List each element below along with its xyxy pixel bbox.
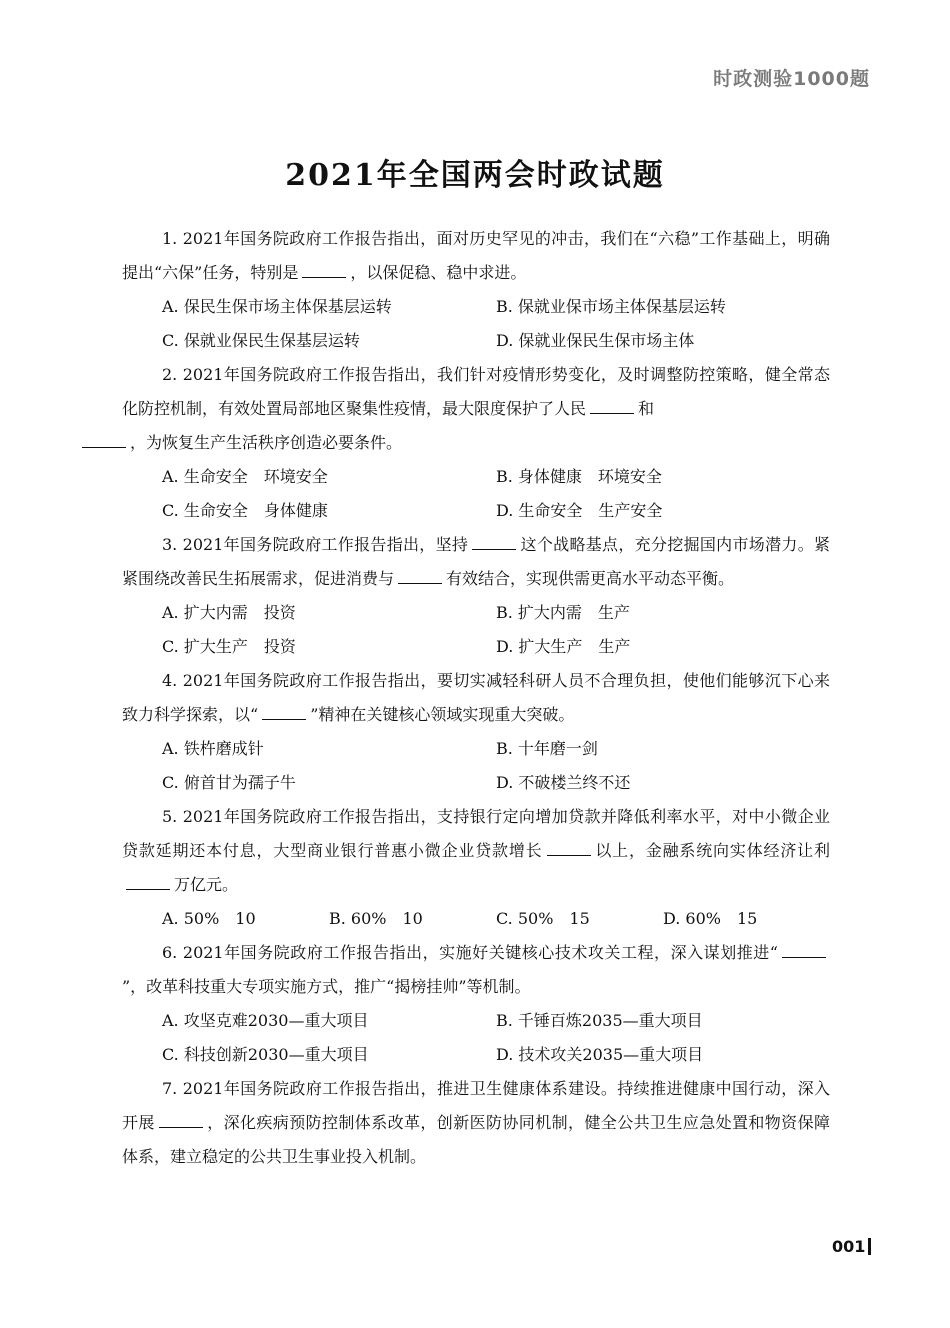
page-title: 2021年全国两会时政试题 (285, 158, 665, 193)
option-a: A. 攻坚克难2030—重大项目 (162, 1011, 369, 1030)
question-stem: 5. 2021年国务院政府工作报告指出，支持银行定向增加贷款并降低利率水平，对中小微企业贷款延期还本付息，大型商业银行普惠小微企业贷款增长 以上，金融系统向实体经济让利万亿元。 (122, 807, 830, 894)
option-a: A. 扩大内需 投资 (162, 603, 296, 622)
question-list (122, 222, 830, 1174)
page-number-bar (868, 1238, 871, 1255)
answer-blank (590, 396, 634, 414)
question-7 (122, 1072, 830, 1174)
question-stem: 6. 2021年国务院政府工作报告指出，实施好关键核心技术攻关工程，深入谋划推进“”，改革科技重大专项实施方式，推广“揭榜挂帅”等机制。 (122, 936, 830, 1004)
question-5 (122, 800, 830, 936)
answer-blank (262, 702, 306, 720)
option-c: C. 50% 15 (496, 909, 590, 928)
option-b: B. 60% 10 (329, 909, 423, 928)
option-c: C. 保就业保民生保基层运转 (162, 331, 360, 350)
answer-blank (547, 838, 591, 856)
header-tag: 时政测验1000题 (713, 68, 870, 90)
question-4 (122, 664, 830, 800)
option-b: B. 保就业保市场主体保基层运转 (496, 297, 726, 316)
option-d: D. 不破楼兰终不还 (496, 773, 631, 792)
option-d: D. 保就业保民生保市场主体 (496, 331, 695, 350)
option-b: B. 十年磨一剑 (496, 739, 598, 758)
option-a: A. 铁杵磨成针 (162, 739, 264, 758)
answer-blank (398, 566, 442, 584)
answer-blank (82, 430, 126, 448)
option-list (122, 732, 830, 800)
option-b: B. 身体健康 环境安全 (496, 467, 662, 486)
answer-blank (302, 260, 346, 278)
option-d: D. 扩大生产 生产 (496, 637, 631, 656)
option-d: D. 60% 15 (663, 909, 758, 928)
question-3 (122, 528, 830, 664)
question-6 (122, 936, 830, 1072)
option-a: A. 保民生保市场主体保基层运转 (162, 297, 392, 316)
option-list (122, 1004, 830, 1072)
answer-blank (159, 1110, 203, 1128)
answer-blank (126, 872, 170, 890)
option-a: A. 生命安全 环境安全 (162, 467, 328, 486)
answer-blank (472, 532, 516, 550)
option-list (122, 902, 830, 936)
question-stem: 3. 2021年国务院政府工作报告指出，坚持 这个战略基点，充分挖掘国内市场潜力。紧紧围绕改善民生拓展需求，促进消费与 有效结合，实现供需更高水平动态平衡。 (122, 528, 830, 596)
option-c: C. 俯首甘为孺子牛 (162, 773, 296, 792)
question-1 (122, 222, 830, 358)
option-d: D. 生命安全 生产安全 (496, 501, 663, 520)
option-list (122, 460, 830, 528)
option-d: D. 技术攻关2035—重大项目 (496, 1045, 704, 1064)
question-stem: 2. 2021年国务院政府工作报告指出，我们针对疫情形势变化，及时调整防控策略，健全常态化防控机制，有效处置局部地区聚集性疫情，最大限度保护了人民 和 ，为恢复生产生活秩序创造必要条件。 (122, 358, 830, 460)
option-c: C. 生命安全 身体健康 (162, 501, 328, 520)
question-stem: 1. 2021年国务院政府工作报告指出，面对历史罕见的冲击，我们在“六稳”工作基础上，明确提出“六保”任务，特别是 ，以保促稳、稳中求进。 (122, 229, 830, 282)
option-b: B. 扩大内需 生产 (496, 603, 630, 622)
question-stem: 7. 2021年国务院政府工作报告指出，推进卫生健康体系建设。持续推进健康中国行动，深入开展 ，深化疾病预防控制体系改革，创新医防协同机制，健全公共卫生应急处置和物资保障体系，建立稳定的公共卫生事业投入机制。 (122, 1079, 830, 1166)
option-list (122, 596, 830, 664)
option-a: A. 50% 10 (162, 909, 256, 928)
question-stem: 4. 2021年国务院政府工作报告指出，要切实减轻科研人员不合理负担，使他们能够沉下心来致力科学探索，以“ ”精神在关键核心领域实现重大突破。 (122, 671, 830, 724)
option-c: C. 扩大生产 投资 (162, 637, 296, 656)
option-list (122, 290, 830, 358)
page-number: 001 (832, 1237, 866, 1256)
option-b: B. 千锤百炼2035—重大项目 (496, 1011, 703, 1030)
answer-blank (782, 940, 826, 958)
option-c: C. 科技创新2030—重大项目 (162, 1045, 369, 1064)
question-2 (122, 358, 830, 528)
